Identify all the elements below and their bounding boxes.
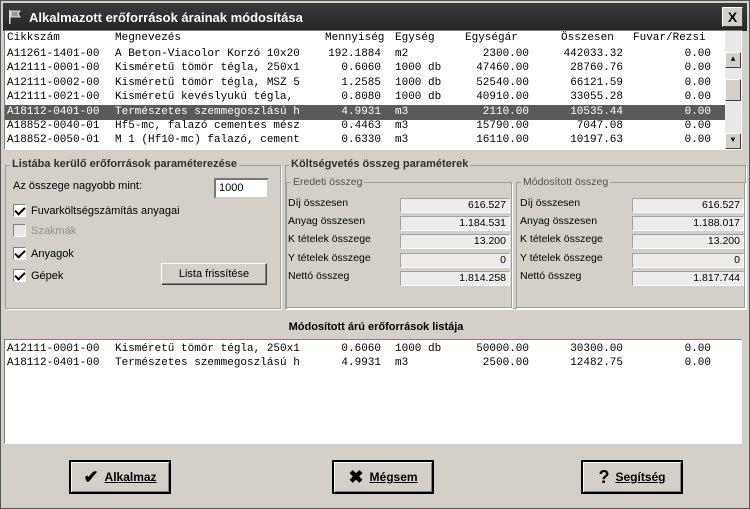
table-cell: 10535.44 — [570, 105, 623, 118]
table-row[interactable] — [5, 76, 725, 91]
modified-resource-list[interactable] — [4, 339, 742, 444]
table-cell: 4.9931 — [341, 105, 381, 118]
scroll-down-icon[interactable]: ▼ — [725, 133, 741, 149]
sum-value: 1.188.017 — [632, 216, 744, 231]
table-cell: 0.00 — [684, 134, 711, 147]
table-cell: A12111-0002-00 — [7, 76, 100, 89]
col-header[interactable]: Egység — [395, 32, 435, 44]
refresh-list-button[interactable]: Lista frissítése — [161, 263, 267, 285]
table-cell: 47460.00 — [476, 62, 529, 75]
table-cell: 2300.00 — [482, 48, 529, 60]
table-cell: m3 — [395, 120, 409, 132]
apply-button[interactable]: ✔ Alkalmaz — [69, 460, 171, 494]
checkbox-checked-icon — [13, 247, 26, 260]
gepek-checkbox[interactable]: Gépek — [13, 269, 63, 282]
sum-label: Y tételek összege — [288, 251, 371, 264]
table-cell: 192.1884 — [328, 48, 381, 60]
sum-value: 0 — [632, 253, 744, 268]
scroll-up-icon[interactable]: ▲ — [725, 52, 741, 68]
table-cell: A Beton-Viacolor Korzó 10x20 — [115, 48, 300, 60]
szakmak-checkbox: Szakmák — [13, 224, 76, 237]
table-row[interactable] — [5, 47, 725, 62]
table-cell: 52540.00 — [476, 76, 529, 89]
table-cell: 0.6330 — [341, 134, 381, 147]
checkbox-checked-icon — [13, 204, 26, 217]
table-cell: 0.00 — [684, 105, 711, 118]
help-button[interactable]: ? Segítség — [581, 460, 683, 494]
table-cell: Kisméretű tömör tégla, 250x1 — [115, 62, 300, 75]
modified-sum-title: Módosított összeg — [523, 176, 609, 188]
table-cell: A18112-0401-00 — [7, 105, 100, 118]
sum-label: Nettó összeg — [288, 269, 350, 282]
anyagok-checkbox[interactable]: Anyagok — [13, 247, 74, 260]
table-cell: 4.9931 — [341, 357, 381, 370]
params-title: Listába kerülő erőforrások paraméterezése — [12, 158, 237, 170]
table-cell: Kisméretű tömör tégla, 250x1 — [115, 343, 300, 355]
table-cell: 442033.32 — [563, 48, 623, 60]
modified-list-title: Módosított árú erőforrások listája — [288, 321, 464, 333]
col-header[interactable]: Egységár — [465, 32, 518, 44]
checkbox-empty-icon — [13, 224, 26, 237]
table-cell: 1000 db — [395, 76, 442, 89]
table-cell: 0.6060 — [341, 343, 381, 355]
sum-label: Nettó összeg — [520, 269, 582, 282]
table-cell: A12111-0001-00 — [7, 62, 100, 75]
table-cell: Természetes szemmegoszlású h — [115, 105, 300, 118]
col-header[interactable]: Megnevezés — [115, 32, 182, 44]
table-cell: 50000.00 — [476, 343, 529, 355]
close-button[interactable]: X — [722, 7, 743, 27]
original-sum-title: Eredeti összeg — [293, 176, 363, 188]
col-header[interactable]: Mennyiség — [325, 32, 385, 44]
table-row[interactable] — [5, 90, 725, 105]
col-header[interactable]: Fuvar/Rezsi — [633, 32, 706, 44]
table-cell: 7047.08 — [576, 120, 623, 132]
resource-list-header — [5, 31, 741, 46]
table-cell: 30300.00 — [570, 343, 623, 355]
sum-value: 0 — [400, 253, 510, 268]
vertical-scrollbar[interactable] — [725, 31, 741, 149]
sum-value: 1.184.531 — [400, 216, 510, 231]
threshold-label: Az összege nagyobb mint: — [13, 180, 143, 192]
table-cell: 12482.75 — [570, 357, 623, 370]
table-cell: 28760.76 — [570, 62, 623, 75]
sum-value: 1.817.744 — [632, 271, 744, 286]
table-cell: 1.2585 — [341, 76, 381, 89]
table-cell: m3 — [395, 134, 409, 147]
cross-icon: ✖ — [348, 466, 364, 487]
table-cell: Természetes szemmegoszlású h — [115, 357, 300, 370]
checkmark-icon: ✔ — [83, 466, 99, 487]
resource-list[interactable] — [4, 30, 742, 150]
table-cell: A12111-0021-00 — [7, 91, 100, 104]
window-title: Alkalmazott erőforrások árainak módosítása — [29, 9, 303, 25]
table-cell: 1000 db — [395, 62, 442, 75]
flag-icon — [7, 9, 23, 25]
table-cell: m2 — [395, 48, 409, 60]
sum-value: 1.814.258 — [400, 271, 510, 286]
sum-value: 616.527 — [400, 198, 510, 213]
sum-label: Y tételek összege — [520, 251, 603, 264]
sum-label: K tételek összege — [520, 233, 603, 246]
table-cell: 15790.00 — [476, 120, 529, 132]
table-row[interactable] — [5, 119, 725, 134]
table-cell: 0.00 — [684, 357, 711, 370]
table-row[interactable] — [5, 342, 725, 357]
table-cell: 1000 db — [395, 91, 442, 104]
table-cell: 66121.59 — [570, 76, 623, 89]
table-cell: 0.00 — [684, 48, 711, 60]
table-cell: 33055.28 — [570, 91, 623, 104]
table-cell: 10197.63 — [570, 134, 623, 147]
table-cell: m3 — [395, 357, 409, 370]
table-cell: 1000 db — [395, 343, 442, 355]
col-header[interactable]: Összesen — [561, 32, 614, 44]
table-cell: 2110.00 — [482, 105, 529, 118]
table-cell: 2500.00 — [482, 357, 529, 370]
sum-value: 616.527 — [632, 198, 744, 213]
table-cell: 0.00 — [684, 343, 711, 355]
checkbox-checked-icon — [13, 269, 26, 282]
table-row[interactable] — [5, 61, 725, 76]
table-cell: Hf5-mc, falazó cementes mész — [115, 120, 300, 132]
table-cell: M 1 (Hf10-mc) falazó, cement — [115, 134, 300, 147]
col-header[interactable]: Cikkszám — [7, 32, 60, 44]
sum-value: 13.200 — [632, 234, 744, 249]
table-cell: A12111-0001-00 — [7, 343, 100, 355]
table-cell: A18852-0040-01 — [7, 120, 100, 132]
sum-label: Anyag összesen — [288, 215, 366, 228]
table-cell: m3 — [395, 105, 409, 118]
table-cell: Kisméretű kevéslyukú tégla, — [115, 91, 294, 104]
table-cell: 40910.00 — [476, 91, 529, 104]
table-cell: 0.00 — [684, 62, 711, 75]
table-cell: A11261-1401-00 — [7, 48, 100, 60]
table-row[interactable] — [5, 105, 725, 120]
table-cell: 16110.00 — [476, 134, 529, 147]
table-cell: 0.00 — [684, 120, 711, 132]
table-cell: 0.8080 — [341, 91, 381, 104]
table-cell: Kisméretű tömör tégla, MSZ 5 — [115, 76, 300, 89]
table-cell: A18112-0401-00 — [7, 357, 100, 370]
scroll-thumb[interactable] — [725, 79, 741, 101]
table-cell: 0.6060 — [341, 62, 381, 75]
threshold-input[interactable]: 1000 — [214, 178, 269, 199]
table-cell: 0.4463 — [341, 120, 381, 132]
title-bar — [3, 3, 747, 31]
table-row[interactable] — [5, 356, 725, 371]
table-cell: 0.00 — [684, 76, 711, 89]
cancel-button[interactable]: ✖ Mégsem — [332, 460, 434, 494]
table-cell: A18852-0050-01 — [7, 134, 100, 147]
fuvar-checkbox[interactable]: Fuvarköltségszámítás anyagai — [13, 204, 180, 217]
question-icon: ? — [598, 466, 610, 487]
sum-label: Díj összesen — [288, 197, 349, 209]
sum-label: Díj összesen — [520, 197, 581, 209]
sum-value: 13.200 — [400, 234, 510, 249]
budget-title: Költségvetés összeg paraméterek — [291, 158, 469, 170]
sum-label: Anyag összesen — [520, 215, 598, 228]
sum-label: K tételek összege — [288, 233, 371, 246]
table-row[interactable] — [5, 133, 725, 148]
table-cell: 0.00 — [684, 91, 711, 104]
